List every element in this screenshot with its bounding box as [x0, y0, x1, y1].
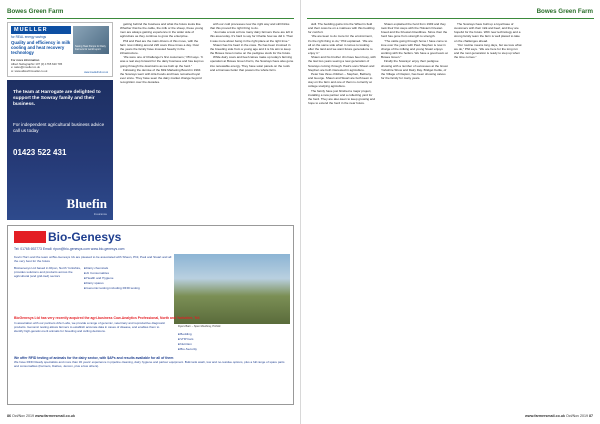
list-item: ■ AI Consumables	[84, 271, 140, 276]
list-item: ■ Nutrition	[178, 342, 197, 347]
bluefin-logo-sub: Insurance	[93, 212, 107, 216]
bluefin-headline: The team at Harrogate are delighted to support the Sowray family and their business.	[13, 90, 101, 107]
issue-date: Oct/Nov 2019	[12, 414, 34, 418]
bluefin-subline: For independent agricultural business advice call us today	[13, 122, 105, 133]
mueller-photo-caption: Saving Heat Pumps for Dairy Farmers for world report	[75, 45, 106, 52]
mueller-tagline: for REAL energy savings	[11, 35, 47, 39]
article-column-c: skill. The bedding gains into the Wilson’s field and their cows lie on a mattress with this bedding for comfort. “We are keen to do more for the environment, it's the right thing to do,” Phil explained. “We are all on the same side when it comes to looking after the land and we want future generations to enjoy it.” Shaun and his brother Jim have been busy, with the last two years seeing a new generation of Sowrays coming through. Paul's sons Shaun and Stephen are both interested in agriculture. Peter has three children – Stephen, Bethany and George. Shaun and Stuart are both keen to stay on the farm and one of them is currently at college studying agriculture. The family have just finished a major project, installing a new parlour and a collecting yard for the herd. They are also keen to keep growing and hope to extend the herd in the near future.	[308, 22, 376, 105]
biogenesys-tagline: We offer RFID testing of animals for the dairy sector, with $APs and results available for all of them	[14, 356, 174, 360]
biogenesys-advert[interactable]	[7, 225, 294, 405]
mueller-headline: Quality and efficiency in milk cooling and heat recovery technology	[11, 40, 71, 56]
biogenesys-logo: Bio-Genesys	[48, 230, 122, 244]
bluefin-advert[interactable]	[7, 80, 113, 220]
biogenesys-highlight: BioGenesys Ltd has very recently acquired the agri-business Cow-Analytics Professional, North and Yorkshire, Tel:	[14, 316, 200, 320]
header-rule	[307, 18, 594, 19]
list-item: ■ VHP bars	[178, 337, 197, 342]
biogenesys-intro: Kevin Horn and the team at Bio-Genesys Uk are pleased to be associated with Shaun, Phil, Paul and Stuart and all the very best for the future	[14, 255, 172, 263]
mueller-contact: For more information Albert Nellographic 107 (0) 1765 620 795 e: sales@mueller.co.uk w: www.allworthmueller.co.uk	[11, 58, 63, 73]
biogenesys-logo-mark	[14, 231, 46, 243]
issue-date: Oct/Nov 2019	[566, 414, 588, 418]
page-footer	[7, 414, 75, 418]
biogenesys-contact[interactable]: Tel: 01765 692773 Email: ripon@bio-genesys.com www.bio-genesys.com	[14, 247, 125, 251]
biogenesys-body: In association with our partners Arfer Labs, we provide a range of genomic, veterinary and reproductive diagnostic products. Genomic testing allows farmers to establish accurate data in cases of disease, and enables them to identify high-genetic-merit animals for breeding and culling decisions.	[14, 321, 166, 333]
article-column-b: with our cold processes now the right way and still thinks that this proved the right thing to do. “Just take a look at how many dairy farmers there are left in this area today. It's hard to say for Charlie how we did it. Then it was more about being in the right place at the right time.” Shaun has his heart in the cows. He has been involved in the breeding side from a young age and it is his aim to keep the Bowes Green name on the pedigree stock for the future. While dairy cows and beef calves make up today's farming operation at Bowes Green Farm, the Sowrays have also gone into renewable energy. They have solar panels on the roofs and a biomass boiler that powers the whole farm.	[210, 22, 294, 72]
bluefin-phone[interactable]: 01423 522 431	[13, 148, 67, 157]
list-item: ■ Bedding	[178, 332, 197, 337]
biogenesys-list-title: BioGenesys Ltd based in Ripon, North Yorkshire, provides solutions and products across the agricultural (and grid-tied) sectors	[14, 266, 82, 278]
article-column-e: The Sowrays have built up a loyal base of customers with their milk and beef, and they are hopeful for the future. With new technology and a strong family team the farm is well placed to take on the challenges ahead. “Our routine means long days, but we love what we do,” Phil says. “We are here for the long run and the next generation is ready to step up when the time comes.”	[454, 22, 522, 60]
list-item: ■ Health and Hygiene	[84, 276, 140, 281]
mueller-website[interactable]: www.muellerhub.co.uk	[84, 71, 108, 74]
page-number: 86	[7, 414, 11, 418]
biogenesys-photo-caption: Dyers Barn – Spen Mowbray, Pinfold	[178, 325, 221, 328]
biogenesys-photo	[174, 254, 290, 324]
website-link: www.farmersmail.co.uk	[525, 414, 566, 418]
page-number: 87	[589, 414, 593, 418]
biogenesys-body-2: We have RFID Ready specialists and more than 30 years' experience in pipeline cleaning, dairy hygiene and parlour equipment. Bulk tank wash, low and no-residue options, plus a full range of spare parts and consumables (Farmers, Dairies, Jencon, plus a few others).	[14, 360, 285, 368]
biogenesys-product-list	[84, 266, 140, 291]
website-link: www.farmersmail.co.uk	[34, 414, 75, 418]
mueller-advert[interactable]	[7, 22, 113, 77]
mueller-logo: MUELLER	[11, 26, 71, 34]
list-item: ■ Dairy chemicals	[84, 266, 140, 271]
list-item: ■ Bio-Security	[178, 347, 197, 352]
biogenesys-product-list-2	[178, 332, 197, 352]
page-footer	[525, 414, 593, 418]
section-header: Bowes Green Farm	[536, 8, 593, 15]
header-rule	[7, 18, 294, 19]
article-column-a: getting behind the business and what the future looks like. Whether that be the cattle, the milk or the sheep, these young men are always gaining experience in the wider side of agriculture as they continue to grow the enterprise. Phil and Paul are the main drivers of this move, with the farm now milking around 220 cows three times a day. Over the years the family have invested heavily in the infrastructure. “We were one of Challenger’s first customers,” Phil says. “It was a real step forward for the dairy business and has kept us going through the downturns as we built up the herd.” Following the demise of the Milk Marketing Board in 1994 the Sowrays went with Arla Foods and have remained loyal ever since. They have seen the dairy market change beyond recognition over the decades.	[120, 22, 204, 85]
section-header: Bowes Green Farm	[7, 8, 64, 15]
list-item: ■ Genomic testing including RFID testing	[84, 286, 140, 291]
article-column-d: Shaun explained the herd from 1993 and they took their first steps with the Holstein Friesian breed and the Friesian bloodlines. Since then the herd has gone from strength to strength. “The cattle going through home I have come to love over the years with Paul. Stephen is now in charge of the milking and young Stuart enjoys working with the heifers. We have a good team at Bowes Green.” Finally the Sowrays' enjoy their pedigree showing with a number of successes at the Great Yorkshire Show and Dairy Day. Bridget Kettle, of the Village of Clapton, has been showing calves for the family for many years.	[381, 22, 448, 81]
mueller-photo	[73, 26, 109, 54]
bluefin-logo: Bluefin	[66, 196, 107, 211]
right-page	[300, 0, 600, 424]
list-item: ■ Dairy spares	[84, 281, 140, 286]
